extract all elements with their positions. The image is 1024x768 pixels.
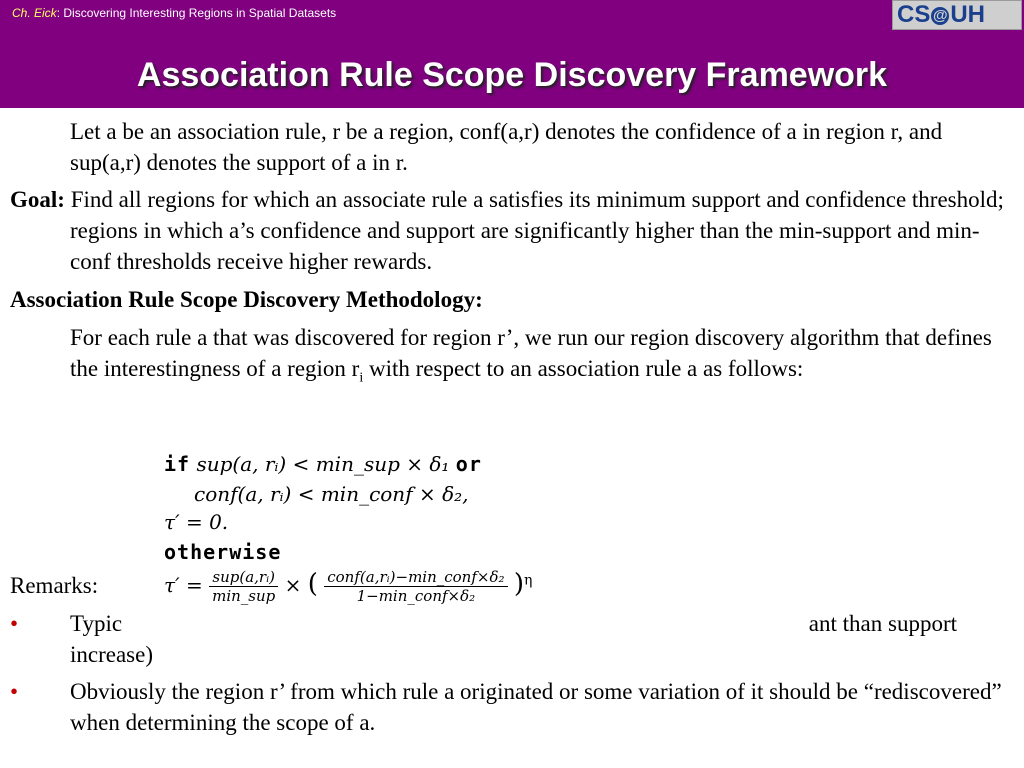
methodology-paragraph: For each rule a that was discovered for region r’, we run our region discovery algorithm that defines the interestingness of a region $r_i$ with respect to an association rule a as follows: bbox=[70, 325, 992, 386]
interestingness-formula: if sup(a, rᵢ) < min_sup × δ₁ or conf(a, rᵢ) < min_conf × δ₂, τ′ = 0. otherwise τ′ = $\frac{\text{sup(a,rᵢ)}}{\text{min\_sup}}$ × ( $\frac{\text{conf(a,rᵢ)−min\_conf×δ₂}}{\text{1−min\_conf×δ₂}}$ )$^\eta$ bbox=[160, 448, 780, 620]
bullet-item-1: • Typic ant than support increase) bbox=[10, 608, 1015, 670]
remarks-label: Remarks: bbox=[10, 573, 99, 598]
slide-header bbox=[0, 0, 1024, 108]
intro-paragraph: Let a be an association rule, r be a region, conf(a,r) denotes the confidence of a in region r, and sup(a,r) denotes the support of a in r. bbox=[70, 119, 943, 175]
bullet-icon: • bbox=[10, 611, 19, 636]
goal-text: Find all regions for which an associate rule a satisfies its minimum support and confidence threshold; regions in which a’s confidence and support are significantly higher than the min-support and min-conf thresholds receive higher rewards. bbox=[64, 187, 1004, 274]
bullet-item-2: • Obviously the region r’ from which rule a originated or some variation of it should be “rediscovered” when determining the scope of a. bbox=[10, 676, 1015, 738]
goal-label: Goal: bbox=[10, 187, 65, 212]
author-name: Ch. Eick bbox=[12, 6, 57, 20]
bullet-icon: • bbox=[10, 679, 19, 704]
csuh-logo: CS @ UH bbox=[892, 0, 1022, 30]
goal-paragraph bbox=[10, 184, 1015, 277]
methodology-heading: Association Rule Scope Discovery Methodology: bbox=[10, 287, 483, 312]
course-title: : Discovering Interesting Regions in Spatial Datasets bbox=[56, 6, 337, 20]
slide-title: Association Rule Scope Discovery Framework bbox=[136, 56, 888, 94]
course-caption bbox=[12, 6, 336, 20]
